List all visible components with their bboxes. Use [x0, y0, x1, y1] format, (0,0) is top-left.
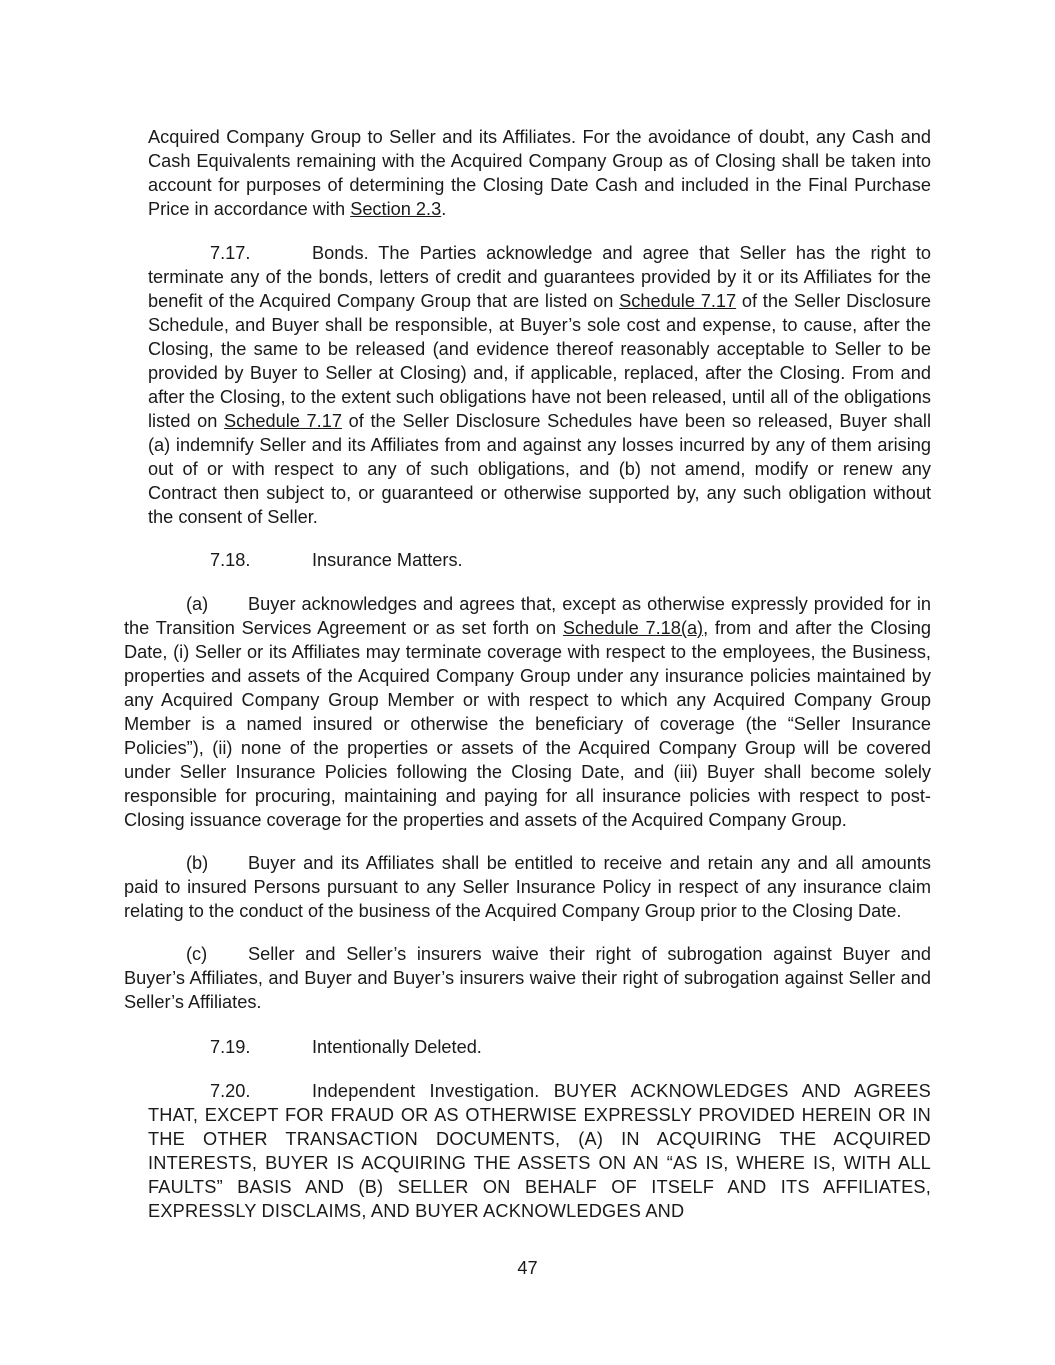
paragraph-text: Buyer acknowledges and agrees that, except as otherwise expressly provided for in the Transition Services Agreement or as set forth on: [124, 594, 931, 638]
section-7-18-heading: [210, 548, 463, 572]
section-7-19-heading: [210, 1035, 482, 1059]
schedule-7-17-reference: Schedule 7.17: [224, 411, 342, 431]
paragraph-text: Acquired Company Group to Seller and its Affiliates. For the avoidance of doubt, any Cash and Cash Equivalents remaining with the Acquired Company Group as of Closing shall be taken into account for purposes of determining the Closing Date Cash and included in the Final Purchase Price in accordance with: [148, 127, 931, 219]
section-2-3-reference: Section 2.3: [350, 199, 442, 219]
paragraph-text: Seller and Seller’s insurers waive their right of subrogation against Buyer and Buyer’s Affiliates, and Buyer and Buyer’s insurers waive their right of subrogation against Seller and Seller’s Affiliates.: [124, 944, 931, 1012]
section-7-18-c-paragraph: [124, 942, 931, 1014]
subsection-label: (b): [186, 853, 209, 873]
paragraph-text: Bonds. The Parties acknowledge and agree that Seller has the right to terminate any of the bonds, letters of credit and guarantees provided by it or its Affiliates for the benefit of the Acquired Company Group that are listed on: [148, 243, 931, 311]
section-title: Intentionally Deleted.: [312, 1037, 482, 1057]
section-7-20-paragraph: [148, 1079, 931, 1223]
section-title: Insurance Matters.: [312, 550, 463, 570]
section-number: 7.19.: [210, 1037, 251, 1057]
section-number: 7.17.: [210, 243, 251, 263]
subsection-label: (a): [186, 594, 209, 614]
paragraph-text: Independent Investigation. BUYER ACKNOWLEDGES AND AGREES THAT, EXCEPT FOR FRAUD OR AS OTHERWISE EXPRESSLY PROVIDED HEREIN OR IN THE OTHER TRANSACTION DOCUMENTS, (A) IN ACQUIRING THE ACQUIRED INTERESTS, BUYER IS ACQUIRING THE ASSETS ON AN “AS IS, WHERE IS, WITH ALL FAULTS” BASIS AND (B) SELLER ON BEHALF OF ITSELF AND ITS AFFILIATES, EXPRESSLY DISCLAIMS, AND BUYER ACKNOWLEDGES AND: [148, 1081, 931, 1221]
schedule-7-17-reference: Schedule 7.17: [619, 291, 737, 311]
section-number: 7.18.: [210, 550, 251, 570]
paragraph-text: , from and after the Closing Date, (i) Seller or its Affiliates may terminate coverage with respect to the employees, the Business, properties and assets of the Acquired Company Group under any insurance policies maintained by any Acquired Company Group Member or with respect to which any Acquired Company Group Member is a named insured or otherwise the beneficiary of coverage (the “Seller Insurance Policies”), (ii) none of the properties or assets of the Acquired Company Group will be covered under Seller Insurance Policies following the Closing Date, and (iii) Buyer shall become solely responsible for procuring, maintaining and paying for all insurance policies with respect to post-Closing issuance coverage for the properties and assets of the Acquired Company Group.: [124, 618, 931, 830]
section-7-17-paragraph: [148, 241, 931, 529]
schedule-7-18a-reference: Schedule 7.18(a): [562, 618, 704, 638]
paragraph-text: .: [441, 199, 447, 219]
section-7-18-a-paragraph: [124, 592, 931, 832]
section-number: 7.20.: [210, 1081, 251, 1101]
subsection-label: (c): [186, 944, 208, 964]
continued-paragraph: [148, 125, 931, 221]
section-7-18-b-paragraph: [124, 851, 931, 923]
paragraph-text: of the Seller Disclosure Schedules have been so released, Buyer shall (a) indemnify Seller and its Affiliates from and against any losses incurred by any of them arising out of or with respect to any of such obligations, and (b) not amend, modify or renew any Contract then subject to, or guaranteed or otherwise supported by, any such obligation without the consent of Seller.: [148, 411, 932, 527]
paragraph-text: Buyer and its Affiliates shall be entitled to receive and retain any and all amounts paid to insured Persons pursuant to any Seller Insurance Policy in respect of any insurance claim relating to the conduct of the business of the Acquired Company Group prior to the Closing Date.: [124, 853, 931, 921]
page-number: 47: [517, 1258, 538, 1278]
paragraph-text: of the Seller Disclosure Schedule, and Buyer shall be responsible, at Buyer’s sole cost and expense, to cause, after the Closing, the same to be released (and evidence thereof reasonably acceptable to Seller to be provided by Buyer to Seller at Closing) and, if applicable, replaced, after the Closing. From and after the Closing, to the extent such obligations have not been released, until all of the obligations listed on: [148, 291, 931, 431]
